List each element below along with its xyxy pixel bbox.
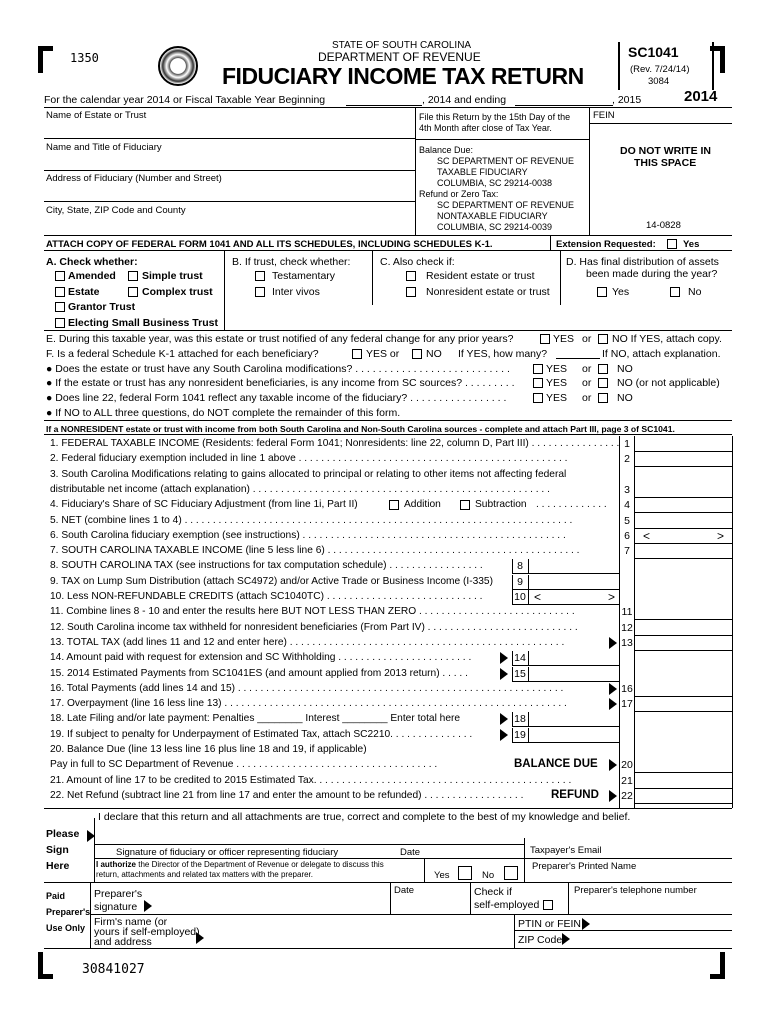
question-3-no-checkbox[interactable] xyxy=(598,393,608,403)
line-text: 19. If subject to penalty for Underpayment of Estimated Tax, attach SC2210. . . . . . . . . . . . . . . xyxy=(50,728,473,740)
line-number-box xyxy=(512,590,529,605)
line-text: 7. SOUTH CAROLINA TAXABLE INCOME (line 5 less line 6) . . . . . . . . . . . . . . . . . . . . . . . . . . . . . . . . . . . . . . . . . . . . . xyxy=(50,545,580,557)
line-number-box xyxy=(512,651,529,666)
self-employed-label: self-employed xyxy=(474,899,540,911)
line-number: 7 xyxy=(624,545,630,558)
line-amount-field[interactable] xyxy=(635,437,732,452)
check-a-label: A. Check whether: xyxy=(46,256,138,268)
line-text: distributable net income (attach explanation) . . . . . . . . . . . . . . . . . . . . . . . . . . . . . . . . . . . . . . . . . . . . . . . . . . . . . xyxy=(50,483,550,495)
line-amount-field[interactable] xyxy=(635,621,732,636)
form-code: 1350 xyxy=(70,51,99,65)
line-text: 13. TOTAL TAX (add lines 11 and 12 and enter here) . . . . . . . . . . . . . . . . . . . . . . . . . . . . . . . . . . . . . . . . . . . . . . . . . xyxy=(50,636,565,648)
firm-name-label-1: Firm's name (or xyxy=(94,916,168,928)
line-number-box xyxy=(512,728,529,743)
preparer-signature-label-2: signature xyxy=(94,901,138,913)
line-arrow-icon xyxy=(609,698,617,710)
line-text: Pay in full to SC Department of Revenue . . . . . . . . . . . . . . . . . . . . . . . . . . . . . . . . . . . . xyxy=(50,759,438,771)
do-not-write-1: DO NOT WRITE IN xyxy=(620,145,711,157)
line-text: 11. Combine lines 8 - 10 and enter the results here BUT NOT LESS THAN ZERO . . . . . . . . . . . . . . . . . . . . . . . . . . . . xyxy=(50,606,575,618)
line-row xyxy=(0,667,770,682)
check-d-label-2: been made during the year? xyxy=(586,268,718,280)
line-arrow-icon xyxy=(500,729,508,741)
refund-addr-3: COLUMBIA, SC 29214-0039 xyxy=(437,222,553,232)
check-c-label: C. Also check if: xyxy=(380,256,455,268)
line-text: 10. Less NON-REFUNDABLE CREDITS (attach SC1040TC) . . . . . . . . . . . . . . . . . . . . . . . . . . . . xyxy=(50,591,483,602)
question-3: ● Does line 22, federal Form 1041 reflect any taxable income of the fiduciary? . . . . . . . . . . . . . . . . . xyxy=(46,392,507,404)
line-number: 4 xyxy=(624,499,630,512)
check-d-label: D. Has final distribution of assets xyxy=(566,256,719,268)
line-arrow-icon xyxy=(609,790,617,802)
beneficiary-count-field[interactable] xyxy=(556,358,600,359)
estate-label: Estate xyxy=(68,286,100,298)
line-amount-field[interactable] xyxy=(635,774,732,789)
question-3-yes: YES xyxy=(546,392,568,404)
state-name: STATE OF SOUTH CAROLINA xyxy=(332,40,472,51)
balance-due-label: BALANCE DUE xyxy=(514,758,598,771)
corner-mark-tl xyxy=(38,46,53,73)
footer-code: 30841027 xyxy=(82,962,145,977)
line-arrow-icon xyxy=(609,759,617,771)
line-number-box xyxy=(512,712,529,727)
line-amount-field[interactable] xyxy=(635,789,732,804)
line-number: 19 xyxy=(514,728,526,741)
form-revision: (Rev. 7/24/14) xyxy=(630,64,690,75)
authorize-bold: I authorize xyxy=(96,860,137,869)
line-amount-field[interactable] xyxy=(635,544,732,559)
line-arrow-icon xyxy=(500,713,508,725)
line-row xyxy=(0,728,770,743)
line-amount-field[interactable] xyxy=(528,559,619,574)
resident-label: Resident estate or trust xyxy=(426,270,535,282)
authorize-rest: the Director of the Department of Revenue or delegate to discuss this xyxy=(136,860,384,869)
calendar-year-text: For the calendar year 2014 or Fiscal Taxable Year Beginning xyxy=(44,94,326,106)
question-1-no: NO xyxy=(617,363,633,375)
ptin-arrow-icon xyxy=(582,918,590,930)
question-2-or: or xyxy=(582,377,592,389)
fiscal-begin-field[interactable] xyxy=(346,105,422,106)
question-f-no-checkbox[interactable] xyxy=(412,349,422,359)
line-text: 6. South Carolina fiduciary exemption (see instructions) . . . . . . . . . . . . . . . . . . . . . . . . . . . . . . . . . . . . . . . . . . . . . . . xyxy=(50,529,566,541)
final-dist-no-checkbox[interactable] xyxy=(670,287,680,297)
line-amount-field[interactable] xyxy=(528,712,619,727)
line-text: 4. Fiduciary's Share of SC Fiduciary Adjustment (from line 1i, Part II) xyxy=(50,499,358,511)
corner-mark-br xyxy=(710,952,725,979)
firm-arrow-icon xyxy=(196,932,204,944)
line-number: 20 xyxy=(621,759,633,772)
line-number: 12 xyxy=(621,621,633,634)
firm-name-field[interactable] xyxy=(210,916,510,946)
line-text: 3. South Carolina Modifications relating to gains allocated to principal or relating to other items not affecting federal xyxy=(50,468,567,480)
line-arrow-icon xyxy=(500,652,508,664)
line-number: 3 xyxy=(624,483,630,496)
check-b-label: B. If trust, check whether: xyxy=(232,256,351,268)
line-number: 8 xyxy=(517,560,523,573)
line-row xyxy=(0,697,770,712)
line-amount-field[interactable] xyxy=(528,590,619,605)
line-row xyxy=(0,774,770,789)
question-2-no: NO (or not applicable) xyxy=(617,377,720,389)
question-e: E. During this taxable year, was this estate or trust notified of any federal change for any prior years? xyxy=(46,333,514,345)
name-field[interactable] xyxy=(44,122,414,137)
amended-checkbox[interactable] xyxy=(55,271,65,281)
line-number: 11 xyxy=(621,606,633,619)
line-number: 16 xyxy=(621,682,633,695)
use-only-label: Use Only xyxy=(46,923,86,933)
line-text: 17. Overpayment (line 16 less line 13) . . . . . . . . . . . . . . . . . . . . . . . . . . . . . . . . . . . . . . . . . . . . . . . . . . . . . . . . . . . . . xyxy=(50,698,567,710)
preparer-phone-label: Preparer's telephone number xyxy=(574,885,697,896)
line-text: 2. Federal fiduciary exemption included in line 1 above . . . . . . . . . . . . . . . . . . . . . . . . . . . . . . . . . . . . . . . . . . . . . . . . xyxy=(50,453,568,465)
preparer-signature-field[interactable] xyxy=(158,884,388,914)
paid-label: Paid xyxy=(46,891,66,901)
page-title: FIDUCIARY INCOME TAX RETURN xyxy=(222,63,584,89)
name-label: Name of Estate or Trust xyxy=(46,110,147,121)
extension-checkbox[interactable] xyxy=(667,239,677,249)
question-e-no: NO If YES, attach copy. xyxy=(612,333,722,345)
line-text: 15. 2014 Estimated Payments from SC1041ES (and amount applied from 2013 return) . . . . . xyxy=(50,667,468,679)
sign-label: Sign xyxy=(46,844,69,856)
complex-trust-checkbox[interactable] xyxy=(128,287,138,297)
line-row xyxy=(0,544,770,559)
line-number: 21 xyxy=(621,774,633,787)
taxpayer-email-label: Taxpayer's Email xyxy=(530,845,602,856)
question-f: F. Is a federal Schedule K-1 attached for each beneficiary? xyxy=(46,348,319,360)
final-dist-no-label: No xyxy=(688,286,702,298)
line-number: 14 xyxy=(514,652,526,665)
negative-bracket-left: < xyxy=(643,528,651,543)
question-2-no-checkbox[interactable] xyxy=(598,378,608,388)
question-1-or: or xyxy=(582,363,592,375)
line-row xyxy=(0,743,770,758)
question-e-yes: YES xyxy=(553,333,575,345)
question-f-yes: YES or xyxy=(366,348,400,360)
question-3-yes-checkbox[interactable] xyxy=(533,393,543,403)
line-number: 17 xyxy=(621,698,633,711)
check-if-label: Check if xyxy=(474,886,512,898)
authorize-text-2: return, attachments and related tax matters with the preparer. xyxy=(96,870,313,879)
extension-yes: Yes xyxy=(683,239,700,250)
here-label: Here xyxy=(46,860,70,872)
line-text: 22. Net Refund (subtract line 21 from line 17 and enter the amount to be refunded) . . . . . . . . . . . . . . . . . . xyxy=(50,789,524,801)
form-number: 3084 xyxy=(648,76,670,87)
negative-bracket-left: < xyxy=(534,590,542,604)
city-label: City, State, ZIP Code and County xyxy=(46,205,186,216)
balance-due-addr-3: COLUMBIA, SC 29214-0038 xyxy=(437,178,553,188)
corner-mark-bl xyxy=(38,952,53,979)
line-amount-field[interactable] xyxy=(528,575,619,590)
line-text: 18. Late Filing and/or late payment: Penalties ________ Interest ________ Enter total here xyxy=(50,713,461,725)
line-row xyxy=(0,483,770,498)
line-row xyxy=(0,590,770,605)
authorize-text xyxy=(96,860,384,870)
line-number: 13 xyxy=(621,636,633,649)
signature-date-label: Date xyxy=(400,847,421,858)
line-row xyxy=(0,468,770,483)
tax-year: 2014 xyxy=(684,88,718,105)
file-by-text: File this Return by the 15th Day of the xyxy=(419,112,571,122)
line-number: 10 xyxy=(514,591,526,603)
line-row xyxy=(0,636,770,651)
line-4-subtraction-checkbox[interactable] xyxy=(460,500,470,510)
year-end-text: , 2015 xyxy=(612,94,642,106)
line-number: 6 xyxy=(624,529,630,542)
line-number: 5 xyxy=(624,514,630,527)
preparer-date-label: Date xyxy=(394,885,415,896)
fiduciary-signature-field[interactable] xyxy=(96,826,396,844)
line-text: 16. Total Payments (add lines 14 and 15) . . . . . . . . . . . . . . . . . . . . . . . . . . . . . . . . . . . . . . . . . . . . . . . . . . . . . . . . . . xyxy=(50,682,564,694)
fiscal-end-field[interactable] xyxy=(515,105,613,106)
address-label: Address of Fiduciary (Number and Street) xyxy=(46,173,222,184)
line-number: 18 xyxy=(514,713,526,726)
question-f-how-many: If YES, how many? xyxy=(458,348,548,360)
zip-arrow-icon xyxy=(562,933,570,945)
firm-name-label-3: and address xyxy=(94,936,152,948)
negative-bracket-right: > xyxy=(608,590,616,604)
question-1-no-checkbox[interactable] xyxy=(598,364,608,374)
line-text: 5. NET (combine lines 1 to 4) . . . . . . . . . . . . . . . . . . . . . . . . . . . . . . . . . . . . . . . . . . . . . . . . . . . . . . . . . . . . . . . . . . . . . xyxy=(50,514,573,526)
signature-label: Signature of fiduciary or officer representing fiduciary xyxy=(116,847,339,858)
line-number-box xyxy=(512,575,529,590)
line-amount-field[interactable] xyxy=(528,667,619,682)
ptin-label: PTIN or FEIN xyxy=(518,918,582,930)
line-amount-field[interactable] xyxy=(635,697,732,712)
line-amount-field[interactable] xyxy=(635,452,732,467)
line-row xyxy=(0,651,770,666)
question-f-yes-checkbox[interactable] xyxy=(352,349,362,359)
question-4-text: If NO to ALL three questions, do NOT complete the remainder of this form. xyxy=(55,407,401,419)
line-text: 12. South Carolina income tax withheld for nonresident beneficiaries (From Part IV) . . . . . . . . . . . . . . . . . . . . . . . . . . . xyxy=(50,621,578,633)
line-row xyxy=(0,514,770,529)
question-e-yes-checkbox[interactable] xyxy=(540,334,550,344)
department-name: DEPARTMENT OF REVENUE xyxy=(318,50,481,64)
esbt-label: Electing Small Business Trust xyxy=(68,317,218,329)
firm-name-label-2: yours if self-employed) xyxy=(94,926,200,938)
nonresident-note: If a NONRESIDENT estate or trust with income from both South Carolina and Non-South Carolina sources - complete and attach Part III, page 3 of SC1041. xyxy=(46,424,675,434)
question-2-text: If the estate or trust has any nonresident beneficiaries, is any income from SC sources? . . . . . . . . . xyxy=(55,377,515,389)
line-amount-field[interactable] xyxy=(635,682,732,697)
fein-label: FEIN xyxy=(593,110,615,121)
line-amount-field[interactable] xyxy=(528,728,619,743)
please-label: Please xyxy=(46,828,80,840)
line-number: 1 xyxy=(624,438,630,450)
fiduciary-field[interactable] xyxy=(44,154,414,169)
question-3-or: or xyxy=(582,392,592,404)
authorize-yes: Yes xyxy=(434,870,450,881)
question-1: ● Does the estate or trust have any South Carolina modifications? . . . . . . . . . . . . . . . . . . . . . . . . . . . xyxy=(46,363,510,375)
attach-instruction: ATTACH COPY OF FEDERAL FORM 1041 AND ALL ITS SCHEDULES, INCLUDING SCHEDULES K-1. xyxy=(46,239,493,250)
question-2: ● If the estate or trust has any nonresident beneficiaries, is any income from SC sources? . . . . . . . . . xyxy=(46,377,515,389)
simple-trust-label: Simple trust xyxy=(142,270,203,282)
amended-label: Amended xyxy=(68,270,116,282)
refund-heading: Refund or Zero Tax: xyxy=(419,189,499,199)
fiduciary-label: Name and Title of Fiduciary xyxy=(46,142,162,153)
preparer-signature-label-1: Preparer's xyxy=(94,888,143,900)
line-number: 22 xyxy=(621,789,633,802)
fein-field[interactable] xyxy=(620,108,730,122)
question-3-no: NO xyxy=(617,392,633,404)
question-1-text: Does the estate or trust have any South Carolina modifications? . . . . . . . . . . . . . . . . . . . . . . . . . . . xyxy=(55,363,510,375)
line-number: 2 xyxy=(624,453,630,466)
line-row xyxy=(0,452,770,467)
question-f-no-attach: If NO, attach explanation. xyxy=(602,348,721,360)
line-amount-field[interactable] xyxy=(635,605,732,620)
line-row xyxy=(0,605,770,620)
declaration-text: I declare that this return and all attachments are true, correct and complete to the best of my knowledge and belief. xyxy=(98,811,631,823)
resident-checkbox[interactable] xyxy=(406,271,416,281)
balance-due-heading: Balance Due: xyxy=(419,145,474,155)
line-text: 14. Amount paid with request for extension and SC Withholding . . . . . . . . . . . . . . . . . . . . . . . . xyxy=(50,652,472,664)
line-4-addition-label: Addition xyxy=(404,499,441,511)
testamentary-label: Testamentary xyxy=(272,270,336,282)
form-code-2: 14-0828 xyxy=(646,220,681,231)
question-e-or: or xyxy=(582,333,592,345)
question-1-yes-checkbox[interactable] xyxy=(533,364,543,374)
authorize-no: No xyxy=(482,870,495,881)
do-not-write-2: THIS SPACE xyxy=(634,157,697,169)
line-4-dots: . . . . . . . . . . . . . xyxy=(536,499,607,511)
line-row xyxy=(0,621,770,636)
authorize-no-checkbox[interactable] xyxy=(504,866,518,880)
line-row xyxy=(0,498,770,513)
refund-label: REFUND xyxy=(551,788,599,801)
nonresident-checkbox[interactable] xyxy=(406,287,416,297)
line-row xyxy=(0,758,770,773)
line-row xyxy=(0,682,770,697)
authorize-yes-checkbox[interactable] xyxy=(458,866,472,880)
and-ending-text: , 2014 and ending xyxy=(422,94,507,106)
self-employed-checkbox[interactable] xyxy=(543,900,553,910)
zip-label: ZIP Code xyxy=(518,934,563,946)
line-number-box xyxy=(512,667,529,682)
extension-label: Extension Requested: xyxy=(556,239,656,250)
grantor-trust-checkbox[interactable] xyxy=(55,302,65,312)
estate-checkbox[interactable] xyxy=(55,287,65,297)
balance-due-addr-2: TAXABLE FIDUCIARY xyxy=(437,167,528,177)
preparer-signature-arrow-icon xyxy=(144,900,152,912)
line-row xyxy=(0,789,770,804)
question-4: ● If NO to ALL three questions, do NOT complete the remainder of this form. xyxy=(46,407,401,419)
final-dist-yes-label: Yes xyxy=(612,286,630,298)
line-row xyxy=(0,529,770,544)
line-amount-field[interactable] xyxy=(635,636,732,651)
line-text: 9. TAX on Lump Sum Distribution (attach SC4972) and/or Active Trade or Business Income (I-335) xyxy=(50,575,493,587)
negative-bracket-right: > xyxy=(717,528,725,543)
line-arrow-icon xyxy=(609,637,617,649)
line-amount-field[interactable] xyxy=(635,514,732,529)
address-field[interactable] xyxy=(44,185,414,200)
line-row xyxy=(0,559,770,574)
question-3-text: Does line 22, federal Form 1041 reflect any taxable income of the fiduciary? . . . . . . . . . . . . . . . . . xyxy=(55,392,507,404)
final-dist-yes-checkbox[interactable] xyxy=(597,287,607,297)
question-e-no-checkbox[interactable] xyxy=(598,334,608,344)
city-field[interactable] xyxy=(44,217,414,234)
preparers-label: Preparer's xyxy=(46,907,91,917)
inter-vivos-checkbox[interactable] xyxy=(255,287,265,297)
line-arrow-icon xyxy=(609,683,617,695)
form-id: SC1041 xyxy=(628,44,679,60)
line-number: 15 xyxy=(514,667,526,680)
line-4-addition-checkbox[interactable] xyxy=(389,500,399,510)
line-row xyxy=(0,712,770,727)
line-amount-field[interactable] xyxy=(528,651,619,666)
line-text: 8. SOUTH CAROLINA TAX (see instructions for tax computation schedule) . . . . . . . . . . . . . . . . . xyxy=(50,560,483,572)
header-right-box xyxy=(618,42,714,90)
grantor-trust-label: Grantor Trust xyxy=(68,301,136,313)
esbt-checkbox[interactable] xyxy=(55,318,65,328)
question-2-yes: YES xyxy=(546,377,568,389)
question-1-yes: YES xyxy=(546,363,568,375)
line-amount-field[interactable] xyxy=(635,758,732,773)
line-4-subtraction-label: Subtraction xyxy=(475,499,527,511)
line-row xyxy=(0,437,770,452)
simple-trust-checkbox[interactable] xyxy=(128,271,138,281)
line-number: 9 xyxy=(517,575,523,588)
line-amount-field[interactable] xyxy=(635,498,732,513)
line-arrow-icon xyxy=(500,668,508,680)
file-by-text-2: 4th Month after close of Tax Year. xyxy=(419,123,552,133)
question-f-no: NO xyxy=(426,348,442,360)
refund-addr-1: SC DEPARTMENT OF REVENUE xyxy=(437,200,575,210)
line-amount-field[interactable] xyxy=(635,483,732,498)
line-text: 21. Amount of line 17 to be credited to 2015 Estimated Tax. . . . . . . . . . . . . . . . . . . . . . . . . . . . . . . . . . . . . . . . . . . . . . xyxy=(50,774,572,786)
line-text: 20. Balance Due (line 13 less line 16 plus line 18 and 19, if applicable) xyxy=(50,744,367,755)
complex-trust-label: Complex trust xyxy=(142,286,213,298)
preparer-printed-name-label: Preparer's Printed Name xyxy=(532,861,637,872)
refund-addr-2: NONTAXABLE FIDUCIARY xyxy=(437,211,548,221)
nonresident-label: Nonresident estate or trust xyxy=(426,286,550,298)
line-number-box xyxy=(512,559,529,574)
testamentary-checkbox[interactable] xyxy=(255,271,265,281)
line-row xyxy=(0,575,770,590)
inter-vivos-label: Inter vivos xyxy=(272,286,320,298)
balance-due-addr-1: SC DEPARTMENT OF REVENUE xyxy=(437,156,575,166)
question-2-yes-checkbox[interactable] xyxy=(533,378,543,388)
line-text: 1. FEDERAL TAXABLE INCOME (Residents: federal Form 1041; Nonresidents: line 22, column D, Part III) . . . . . . . . . . . . . . . . xyxy=(50,438,620,449)
state-seal xyxy=(158,46,198,86)
